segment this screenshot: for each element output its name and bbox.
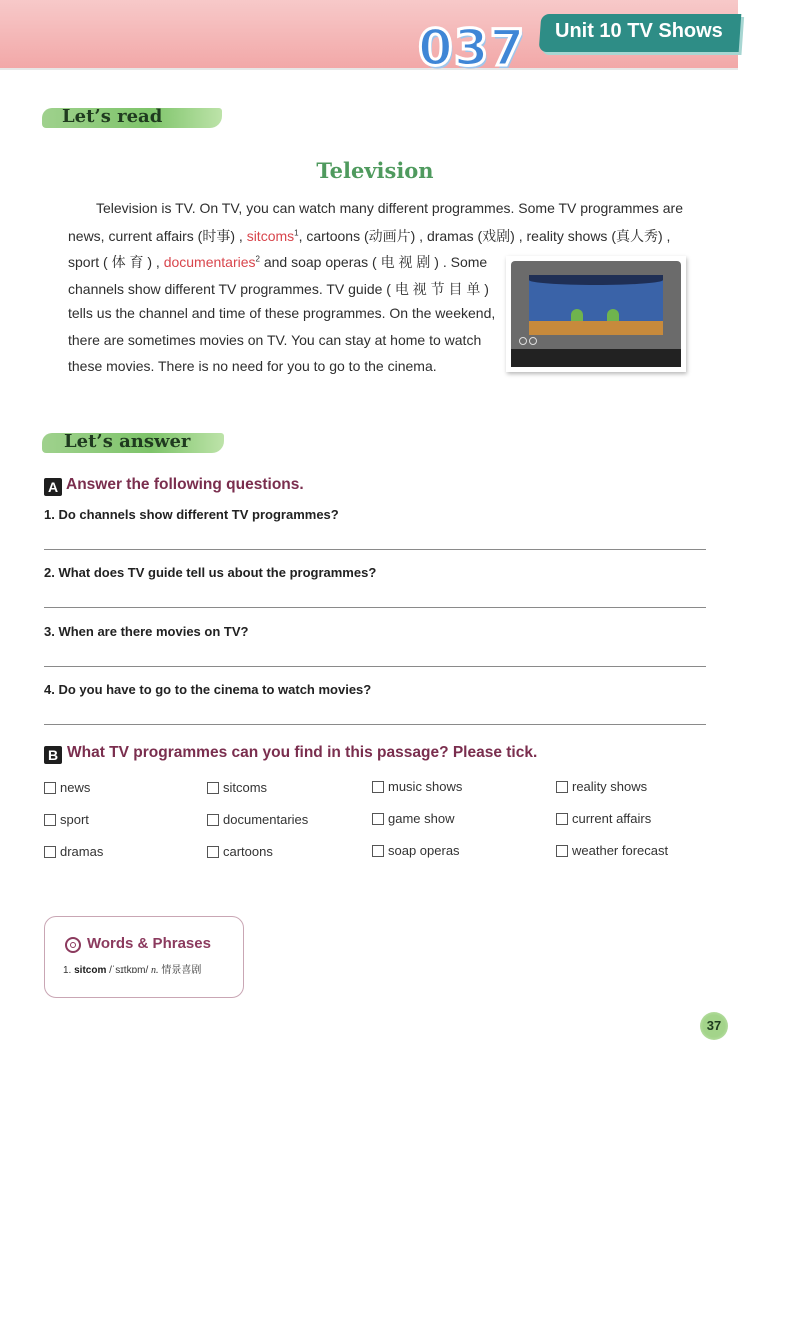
words-phrases-title: Words & Phrases xyxy=(87,935,211,952)
passage-line: channels show different TV programmes. TV guide ( 电 视 节 目 单 ) xyxy=(68,281,489,297)
answer-section-label: Let’s answer xyxy=(64,431,191,452)
passage-line: sport ( 体 育 ) , documentaries$^2$ and soap operas ( 电 视 剧 ) . Some xyxy=(68,254,488,270)
checkbox[interactable] xyxy=(556,813,568,825)
answer-line-2[interactable] xyxy=(44,607,706,608)
tick-option-soap-operas[interactable]: soap operas xyxy=(372,843,460,858)
question-2: 2. What does TV guide tell us about the programmes? xyxy=(44,565,377,580)
tick-option-reality-shows[interactable]: reality shows xyxy=(556,779,647,794)
tick-option-current-affairs[interactable]: current affairs xyxy=(556,811,651,826)
question-4: 4. Do you have to go to the cinema to watch movies? xyxy=(44,682,372,697)
passage-line: news, current affairs (时事) , sitcoms$^1$, cartoons (动画片) , dramas (戏剧) , reality shows (真人秀) , xyxy=(68,228,671,244)
vocab-entry: 1. sitcom /ˈsɪtkɒm/ n. 情景喜剧 xyxy=(63,965,202,976)
checkbox[interactable] xyxy=(556,845,568,857)
tick-option-sport[interactable]: sport xyxy=(44,812,89,827)
checkbox[interactable] xyxy=(372,845,384,857)
passage-line: Television is TV. On TV, you can watch many different programmes. Some TV programmes are xyxy=(96,200,683,216)
checkbox[interactable] xyxy=(372,813,384,825)
checkbox[interactable] xyxy=(207,846,219,858)
page-number: 37 xyxy=(700,1012,728,1040)
checkbox[interactable] xyxy=(207,782,219,794)
checkbox[interactable] xyxy=(207,814,219,826)
passage-line: there are sometimes movies on TV. You can stay at home to watch xyxy=(68,332,482,348)
tick-option-sitcoms[interactable]: sitcoms xyxy=(207,780,267,795)
checkbox[interactable] xyxy=(556,781,568,793)
tick-option-dramas[interactable]: dramas xyxy=(44,844,103,859)
answer-line-4[interactable] xyxy=(44,724,706,725)
tick-option-weather-forecast[interactable]: weather forecast xyxy=(556,843,668,858)
target-icon xyxy=(65,937,81,953)
tick-option-music-shows[interactable]: music shows xyxy=(372,779,462,794)
part-b-heading: What TV programmes can you find in this passage? Please tick. xyxy=(67,744,538,761)
words-phrases-box xyxy=(44,916,244,998)
documentaries-link: documentaries xyxy=(163,254,256,270)
tick-option-game-show[interactable]: game show xyxy=(372,811,454,826)
read-section-label: Let’s read xyxy=(62,106,163,127)
tv-illustration xyxy=(506,256,686,372)
unit-number: 037 xyxy=(418,19,526,77)
question-3: 3. When are there movies on TV? xyxy=(44,624,249,639)
tick-option-cartoons[interactable]: cartoons xyxy=(207,844,273,859)
checkbox[interactable] xyxy=(44,782,56,794)
passage-line: these movies. There is no need for you to go to the cinema. xyxy=(68,358,437,374)
passage-title: Television xyxy=(316,158,434,183)
part-a-badge: A xyxy=(44,478,62,496)
checkbox[interactable] xyxy=(372,781,384,793)
part-b-badge: B xyxy=(44,746,62,764)
tick-option-documentaries[interactable]: documentaries xyxy=(207,812,308,827)
answer-line-1[interactable] xyxy=(44,549,706,550)
answer-line-3[interactable] xyxy=(44,666,706,667)
part-a-heading: Answer the following questions. xyxy=(66,476,304,493)
passage-line: tells us the channel and time of these programmes. On the weekend, xyxy=(68,305,496,321)
tick-option-news[interactable]: news xyxy=(44,780,90,795)
question-1: 1. Do channels show different TV programmes? xyxy=(44,507,339,522)
checkbox[interactable] xyxy=(44,814,56,826)
sitcoms-link: sitcoms xyxy=(246,228,295,244)
unit-title: Unit 10 TV Shows xyxy=(555,20,723,42)
checkbox[interactable] xyxy=(44,846,56,858)
